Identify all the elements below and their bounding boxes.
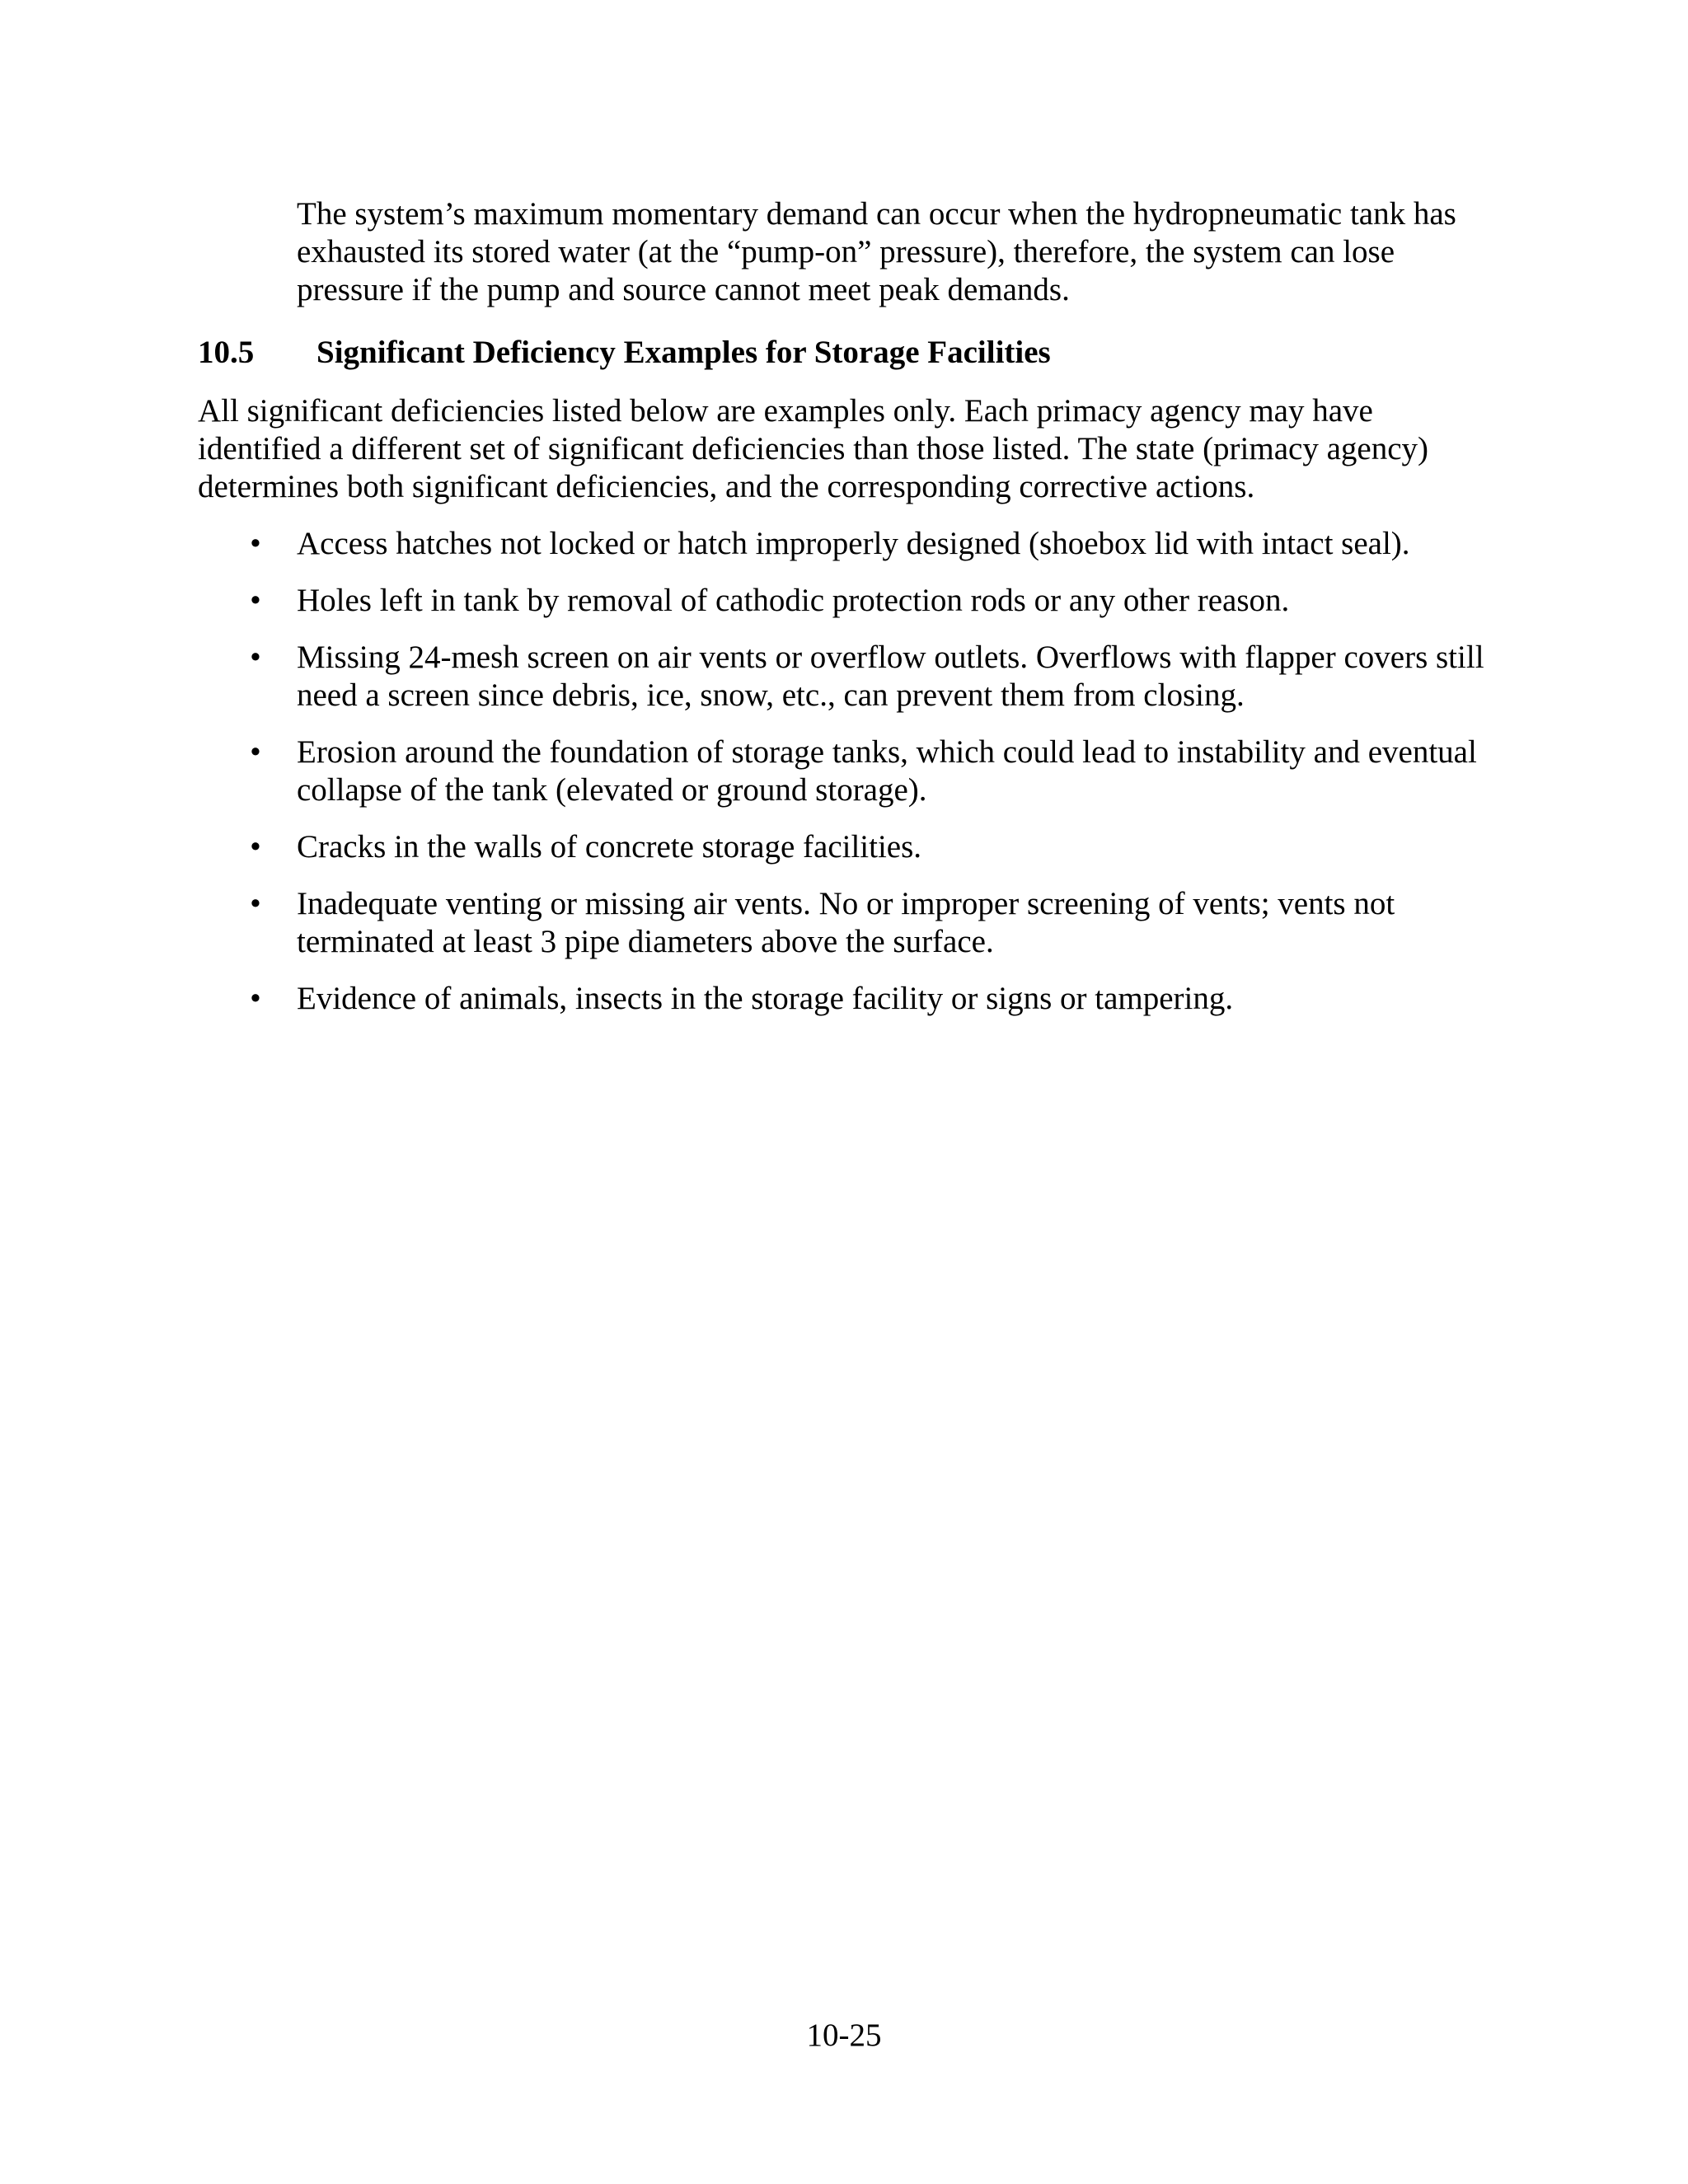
list-item-text: Missing 24-mesh screen on air vents or overflow outlets. Overflows with flapper covers still need a screen since debris, ice, snow, etc., can prevent them from closing. xyxy=(297,640,1484,713)
section-body-paragraph: All significant deficiencies listed below are examples only. Each primacy agency may have identified a different set of significant deficiencies than those listed. The state (primacy agency) determines both significant deficiencies, and the corresponding corrective actions. xyxy=(198,393,1429,504)
list-item-text: Access hatches not locked or hatch improperly designed (shoebox lid with intact seal). xyxy=(297,526,1410,561)
list-item xyxy=(198,639,1517,715)
bullet-icon: • xyxy=(250,886,261,921)
deficiency-bullet-list xyxy=(198,525,1517,1037)
section-heading xyxy=(198,334,1484,372)
section-number: 10.5 xyxy=(198,335,255,370)
list-item xyxy=(198,733,1517,809)
list-item-text: Inadequate venting or missing air vents. No or improper screening of vents; vents not terminated at least 3 pipe diameters above the surface. xyxy=(297,886,1395,959)
list-item-text: Cracks in the walls of concrete storage facilities. xyxy=(297,829,922,865)
bullet-icon: • xyxy=(250,640,261,675)
bullet-icon: • xyxy=(250,981,261,1016)
bullet-icon: • xyxy=(250,583,261,618)
bullet-icon: • xyxy=(250,526,261,561)
list-item xyxy=(198,828,1517,866)
section-title: Significant Deficiency Examples for Storage Facilities xyxy=(316,335,1051,370)
bullet-icon: • xyxy=(250,829,261,865)
list-item-text: Holes left in tank by removal of cathodic protection rods or any other reason. xyxy=(297,583,1290,618)
list-item xyxy=(198,980,1517,1018)
list-item xyxy=(198,582,1517,620)
list-item-text: Evidence of animals, insects in the storage facility or signs or tampering. xyxy=(297,981,1234,1016)
list-item-text: Erosion around the foundation of storage tanks, which could lead to instability and eventual collapse of the tank (elevated or ground storage). xyxy=(297,734,1477,808)
list-item xyxy=(198,525,1517,563)
intro-paragraph: The system’s maximum momentary demand can occur when the hydropneumatic tank has exhausted its stored water (at the “pump-on” pressure), therefore, the system can lose pressure if the pump and source cannot meet peak demands. xyxy=(297,196,1456,307)
list-item xyxy=(198,885,1517,961)
page-number: 10-25 xyxy=(806,2018,882,2053)
bullet-icon: • xyxy=(250,734,261,770)
